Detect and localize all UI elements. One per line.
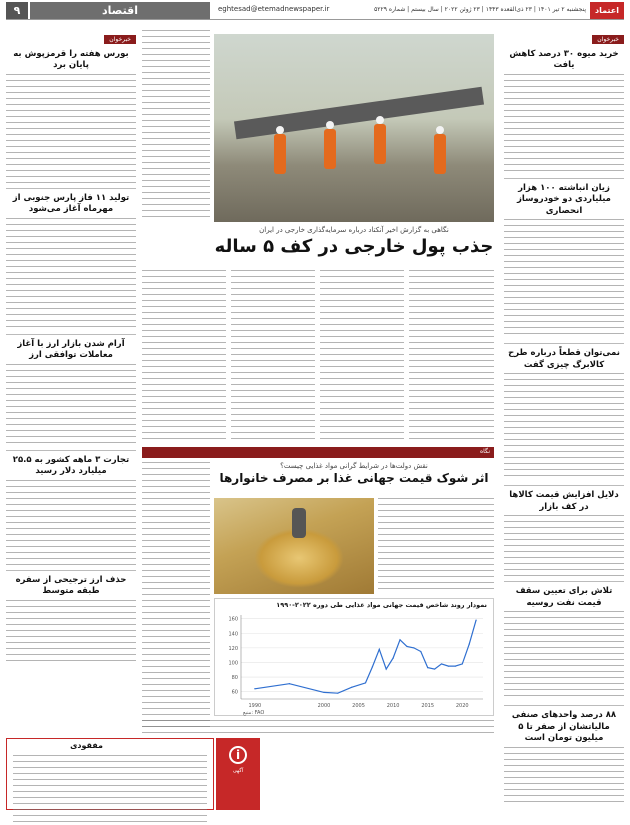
report-column-1 bbox=[142, 270, 226, 440]
intro-text-lines bbox=[142, 30, 210, 220]
divider bbox=[504, 343, 624, 344]
notice-red-text: آگهی bbox=[232, 768, 244, 774]
masthead bbox=[6, 2, 624, 20]
info-icon: i bbox=[229, 746, 247, 764]
chart-x-tick-label: 2015 bbox=[421, 703, 435, 709]
worker-figure bbox=[324, 129, 336, 169]
chart-y-tick-label: 140 bbox=[228, 631, 238, 638]
report-body bbox=[142, 270, 494, 440]
story-body bbox=[504, 373, 624, 481]
story-title: بورس هفته را قرمزپوش به پایان برد bbox=[13, 49, 129, 71]
worker-helmet bbox=[376, 116, 384, 124]
page-number: ۹ bbox=[6, 2, 28, 19]
report-column-4 bbox=[409, 270, 494, 440]
story-title: تولید ۱۱ فاز پارس جنوبی از مهرماه آغاز می‌شود bbox=[12, 192, 130, 215]
story-body bbox=[6, 74, 136, 184]
section2-text-right bbox=[378, 498, 494, 594]
chart-data-point bbox=[372, 666, 373, 667]
divider bbox=[504, 178, 624, 179]
story-body bbox=[504, 74, 624, 174]
section2-headline: اثر شوک قیمت جهانی غذا بر مصرف خانوارها bbox=[219, 471, 489, 485]
section2-kicker: نقش دولت‌ها در شرایط گرانی مواد غذایی چیست؟ bbox=[280, 462, 428, 470]
newspaper-logo: اعتماد bbox=[590, 2, 624, 19]
story-title: دلایل افزایش قیمت کالاها در کف بازار bbox=[509, 490, 619, 512]
main-headline-block bbox=[214, 226, 494, 259]
left-column-tag: خبرخوان bbox=[104, 35, 136, 44]
story-body bbox=[6, 218, 136, 330]
right-column-tag: خبرخوان bbox=[592, 35, 624, 44]
lost-documents-notice bbox=[6, 738, 214, 810]
story-body bbox=[6, 480, 136, 566]
divider bbox=[504, 485, 624, 486]
chart-data-point bbox=[441, 663, 442, 664]
chart-title: نمودار روند شاخص قیمت جهانی مواد غذایی طی دوره ۲۰۲۲-۱۹۹۰ bbox=[276, 601, 487, 609]
worker-helmet bbox=[276, 126, 284, 134]
section2-text-left bbox=[142, 462, 210, 732]
story-title: زیان انباشته ۱۰۰ هزار میلیاردی دو خودروساز انحصاری bbox=[517, 182, 611, 216]
worker-figure bbox=[374, 124, 386, 164]
chart-data-point bbox=[323, 692, 324, 693]
chart-data-point bbox=[289, 683, 290, 684]
chart-y-tick-label: 60 bbox=[231, 689, 238, 696]
chart-x-tick-label: 2020 bbox=[455, 703, 469, 709]
chart-data-point bbox=[337, 693, 338, 694]
story-title: حذف ارز ترجیحی از سفره طبقه متوسط bbox=[15, 574, 127, 597]
chart-data-point bbox=[399, 639, 400, 640]
divider bbox=[6, 570, 136, 571]
chart-source: منبع: FAO bbox=[243, 710, 265, 716]
chart-y-tick-label: 100 bbox=[228, 660, 238, 667]
worker-figure bbox=[292, 508, 306, 538]
story-body bbox=[504, 611, 624, 701]
notice-text-lines bbox=[13, 755, 207, 825]
story-title: تلاش برای تعیین سقف قیمت نفت روسیه bbox=[515, 586, 613, 608]
chart-x-tick-label: 2010 bbox=[386, 703, 400, 709]
report-column-2 bbox=[231, 270, 315, 440]
section2-text-lines bbox=[378, 498, 494, 594]
chart-data-point bbox=[254, 688, 255, 689]
story-body bbox=[6, 364, 136, 446]
left-news-column bbox=[6, 26, 136, 726]
chart-data-point bbox=[448, 666, 449, 667]
divider bbox=[6, 450, 136, 451]
story-body bbox=[504, 747, 624, 807]
section2-text-lines bbox=[142, 462, 210, 732]
chart-data-point bbox=[413, 647, 414, 648]
section2-tag: نگاه bbox=[480, 448, 490, 455]
worker-figure bbox=[274, 134, 286, 174]
worker-helmet bbox=[326, 121, 334, 129]
section-email[interactable]: eghtesad@etemadnewspaper.ir bbox=[218, 5, 330, 13]
intro-text-column bbox=[142, 30, 210, 220]
chart-x-tick-label: 2000 bbox=[317, 703, 331, 709]
chart-data-point bbox=[386, 668, 387, 669]
divider bbox=[504, 705, 624, 706]
chart-y-tick-label: 120 bbox=[228, 645, 238, 652]
story-body bbox=[6, 600, 136, 664]
chart-y-tick-label: 160 bbox=[228, 616, 238, 623]
chart-data-point bbox=[469, 644, 470, 645]
chart-data-point bbox=[393, 657, 394, 658]
chart-svg bbox=[215, 599, 493, 715]
section-title: اقتصاد bbox=[30, 2, 210, 19]
notice-title: مفقودی bbox=[70, 741, 103, 750]
section2-band bbox=[142, 447, 494, 458]
rail-track-shape bbox=[234, 87, 484, 140]
worker-helmet bbox=[436, 126, 444, 134]
railway-workers-photo bbox=[214, 34, 494, 222]
story-title: خرید میوه ۳۰ درصد کاهش یافت bbox=[509, 49, 619, 71]
divider bbox=[6, 188, 136, 189]
chart-data-point bbox=[379, 649, 380, 650]
chart-series-line bbox=[255, 620, 476, 693]
section2-bottom-text bbox=[142, 720, 494, 734]
story-body bbox=[504, 515, 624, 577]
chart-data-point bbox=[455, 666, 456, 667]
right-news-column bbox=[504, 26, 624, 744]
story-body bbox=[504, 219, 624, 339]
story-title: تجارت ۳ ماهه کشور به ۲۵.۵ میلیارد دلار رسید bbox=[12, 454, 130, 477]
chart-x-tick-label: 2005 bbox=[352, 703, 365, 709]
story-title: ۸۸ درصد واحدهای صنفی مالیاتشان از صفر تا ۵ میلیون تومان است bbox=[511, 710, 617, 744]
worker-figure bbox=[434, 134, 446, 174]
chart-data-point bbox=[427, 667, 428, 668]
chart-data-point bbox=[406, 646, 407, 647]
chart-data-point bbox=[434, 668, 435, 669]
chart-x-tick-label: 1990 bbox=[248, 703, 262, 709]
story-title: نمی‌توان قطعاً درباره طرح کالابرگ چیزی گفت bbox=[508, 348, 620, 370]
food-price-chart bbox=[214, 598, 494, 716]
section2-text-lines bbox=[142, 720, 494, 734]
divider bbox=[504, 581, 624, 582]
notice-red-box bbox=[216, 738, 260, 810]
chart-data-point bbox=[462, 663, 463, 664]
chart-y-tick-label: 80 bbox=[231, 675, 238, 682]
dateline: پنجشنبه ۲ تیر ۱۴۰۱ | ۲۳ ذی‌القعده ۱۴۴۳ | ۲۳ ژوئن ۲۰۲۲ | سال بیستم | شماره ۵۲۲۹ bbox=[374, 6, 586, 13]
main-headline: جذب پول خارجی در کف ۵ ساله bbox=[214, 236, 494, 257]
section2-headline-block bbox=[214, 462, 494, 487]
chart-data-point bbox=[475, 620, 476, 621]
report-column-3 bbox=[320, 270, 404, 440]
chart-data-point bbox=[351, 687, 352, 688]
story-title: آرام شدن بازار ارز با آغاز معاملات توافقی ارز bbox=[17, 338, 125, 361]
chart-data-point bbox=[420, 651, 421, 652]
wheat-harvest-photo bbox=[214, 498, 374, 594]
main-kicker: نگاهی به گزارش اخیر آنکتاد درباره سرمایه‌گذاری خارجی در ایران bbox=[259, 226, 449, 234]
chart-data-point bbox=[365, 682, 366, 683]
divider bbox=[6, 334, 136, 335]
